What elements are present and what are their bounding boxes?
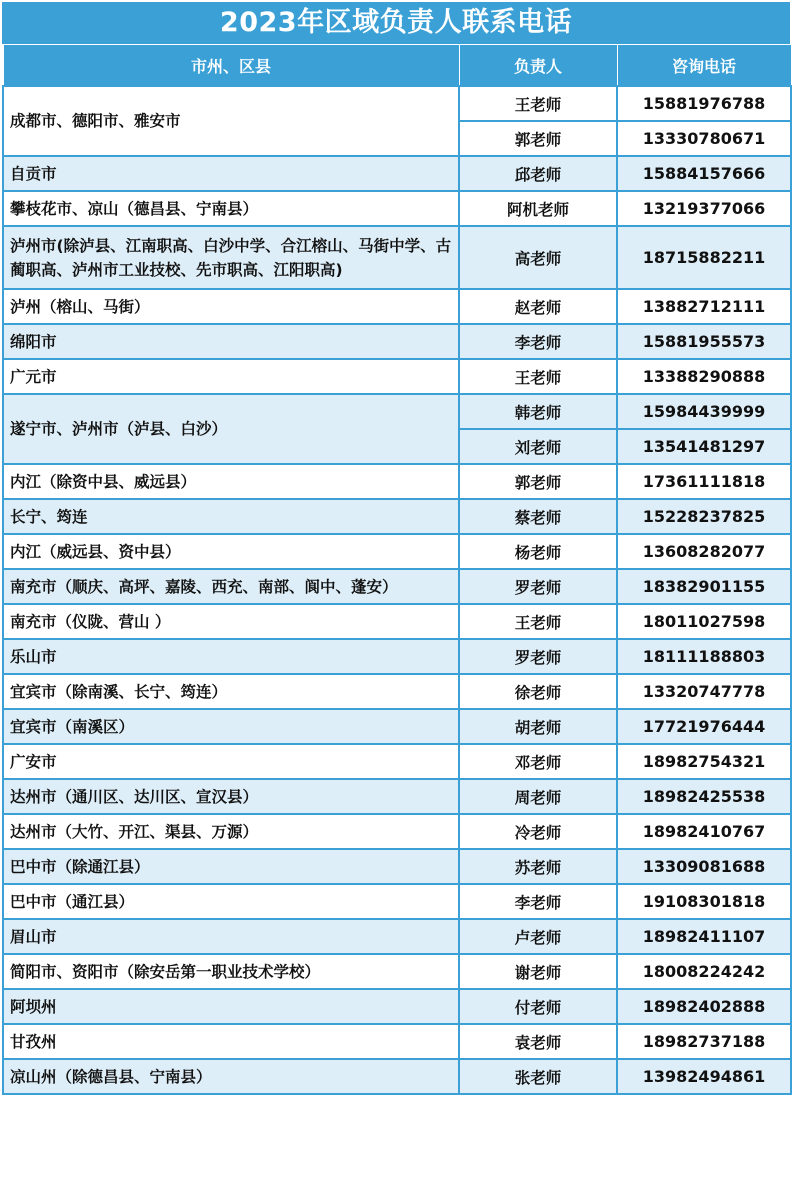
phone-cell: 15884157666 — [617, 156, 791, 191]
region-cell: 内江（威远县、资中县） — [3, 534, 459, 569]
phone-cell: 15228237825 — [617, 499, 791, 534]
phone-cell: 18715882211 — [617, 226, 791, 289]
phone-cell: 18982737188 — [617, 1024, 791, 1059]
person-cell: 阿机老师 — [459, 191, 617, 226]
region-cell: 宜宾市（南溪区） — [3, 709, 459, 744]
person-cell: 高老师 — [459, 226, 617, 289]
table-row — [3, 289, 791, 324]
table-row — [3, 814, 791, 849]
person-cell: 张老师 — [459, 1059, 617, 1094]
phone-cell: 18982411107 — [617, 919, 791, 954]
region-cell: 成都市、德阳市、雅安市 — [3, 86, 459, 156]
page-title: 2023年区域负责人联系电话 — [2, 2, 790, 44]
table-row — [3, 86, 791, 121]
phone-cell: 18011027598 — [617, 604, 791, 639]
region-cell: 巴中市（除通江县） — [3, 849, 459, 884]
phone-cell: 18982754321 — [617, 744, 791, 779]
contact-table — [2, 44, 792, 1095]
region-cell: 乐山市 — [3, 639, 459, 674]
table-row — [3, 499, 791, 534]
region-cell: 达州市（大竹、开江、渠县、万源） — [3, 814, 459, 849]
person-cell: 邱老师 — [459, 156, 617, 191]
phone-cell: 15984439999 — [617, 394, 791, 429]
person-cell: 郭老师 — [459, 121, 617, 156]
phone-cell: 13330780671 — [617, 121, 791, 156]
region-cell: 遂宁市、泸州市（泸县、白沙） — [3, 394, 459, 464]
table-row — [3, 954, 791, 989]
region-cell: 达州市（通川区、达川区、宣汉县） — [3, 779, 459, 814]
region-cell: 宜宾市（除南溪、长宁、筠连） — [3, 674, 459, 709]
table-row — [3, 744, 791, 779]
phone-cell: 15881976788 — [617, 86, 791, 121]
table-header-row — [3, 45, 791, 87]
person-cell: 王老师 — [459, 359, 617, 394]
column-header-phone: 咨询电话 — [617, 45, 791, 87]
phone-cell: 13219377066 — [617, 191, 791, 226]
table-row — [3, 989, 791, 1024]
table-row — [3, 709, 791, 744]
person-cell: 付老师 — [459, 989, 617, 1024]
phone-cell: 13309081688 — [617, 849, 791, 884]
table-row — [3, 674, 791, 709]
table-row — [3, 604, 791, 639]
table-row — [3, 1059, 791, 1094]
contact-sheet — [2, 2, 790, 1095]
table-row — [3, 849, 791, 884]
person-cell: 袁老师 — [459, 1024, 617, 1059]
table-row — [3, 1024, 791, 1059]
person-cell: 谢老师 — [459, 954, 617, 989]
region-cell: 长宁、筠连 — [3, 499, 459, 534]
person-cell: 刘老师 — [459, 429, 617, 464]
phone-cell: 18982402888 — [617, 989, 791, 1024]
region-cell: 巴中市（通江县） — [3, 884, 459, 919]
person-cell: 冷老师 — [459, 814, 617, 849]
person-cell: 胡老师 — [459, 709, 617, 744]
person-cell: 王老师 — [459, 604, 617, 639]
table-row — [3, 919, 791, 954]
table-row — [3, 569, 791, 604]
region-cell: 眉山市 — [3, 919, 459, 954]
table-row — [3, 884, 791, 919]
table-row — [3, 156, 791, 191]
table-row — [3, 534, 791, 569]
person-cell: 杨老师 — [459, 534, 617, 569]
phone-cell: 13541481297 — [617, 429, 791, 464]
region-cell: 绵阳市 — [3, 324, 459, 359]
region-cell: 泸州（榕山、马街） — [3, 289, 459, 324]
phone-cell: 17361111818 — [617, 464, 791, 499]
person-cell: 徐老师 — [459, 674, 617, 709]
region-cell: 阿坝州 — [3, 989, 459, 1024]
region-cell: 凉山州（除德昌县、宁南县） — [3, 1059, 459, 1094]
person-cell: 王老师 — [459, 86, 617, 121]
table-row — [3, 394, 791, 429]
person-cell: 赵老师 — [459, 289, 617, 324]
column-header-person: 负责人 — [459, 45, 617, 87]
person-cell: 郭老师 — [459, 464, 617, 499]
phone-cell: 13882712111 — [617, 289, 791, 324]
phone-cell: 13320747778 — [617, 674, 791, 709]
person-cell: 罗老师 — [459, 569, 617, 604]
table-row — [3, 639, 791, 674]
phone-cell: 18982425538 — [617, 779, 791, 814]
table-row — [3, 359, 791, 394]
region-cell: 泸州市(除泸县、江南职高、白沙中学、合江榕山、马街中学、古蔺职高、泸州市工业技校、先市职高、江阳职高) — [3, 226, 459, 289]
region-cell: 简阳市、资阳市（除安岳第一职业技术学校） — [3, 954, 459, 989]
region-cell: 广元市 — [3, 359, 459, 394]
region-cell: 南充市（仪陇、营山 ） — [3, 604, 459, 639]
region-cell: 内江（除资中县、威远县） — [3, 464, 459, 499]
person-cell: 周老师 — [459, 779, 617, 814]
region-cell: 自贡市 — [3, 156, 459, 191]
person-cell: 李老师 — [459, 884, 617, 919]
person-cell: 卢老师 — [459, 919, 617, 954]
person-cell: 苏老师 — [459, 849, 617, 884]
region-cell: 广安市 — [3, 744, 459, 779]
person-cell: 蔡老师 — [459, 499, 617, 534]
phone-cell: 15881955573 — [617, 324, 791, 359]
phone-cell: 18111188803 — [617, 639, 791, 674]
phone-cell: 13608282077 — [617, 534, 791, 569]
table-row — [3, 324, 791, 359]
table-row — [3, 464, 791, 499]
phone-cell: 17721976444 — [617, 709, 791, 744]
phone-cell: 18382901155 — [617, 569, 791, 604]
phone-cell: 18982410767 — [617, 814, 791, 849]
person-cell: 李老师 — [459, 324, 617, 359]
table-body — [3, 86, 791, 1094]
person-cell: 邓老师 — [459, 744, 617, 779]
phone-cell: 13982494861 — [617, 1059, 791, 1094]
person-cell: 韩老师 — [459, 394, 617, 429]
column-header-region: 市州、区县 — [3, 45, 459, 87]
table-row — [3, 191, 791, 226]
phone-cell: 19108301818 — [617, 884, 791, 919]
phone-cell: 13388290888 — [617, 359, 791, 394]
region-cell: 攀枝花市、凉山（德昌县、宁南县） — [3, 191, 459, 226]
region-cell: 甘孜州 — [3, 1024, 459, 1059]
phone-cell: 18008224242 — [617, 954, 791, 989]
table-row — [3, 779, 791, 814]
table-row — [3, 226, 791, 289]
person-cell: 罗老师 — [459, 639, 617, 674]
region-cell: 南充市（顺庆、高坪、嘉陵、西充、南部、阆中、蓬安） — [3, 569, 459, 604]
